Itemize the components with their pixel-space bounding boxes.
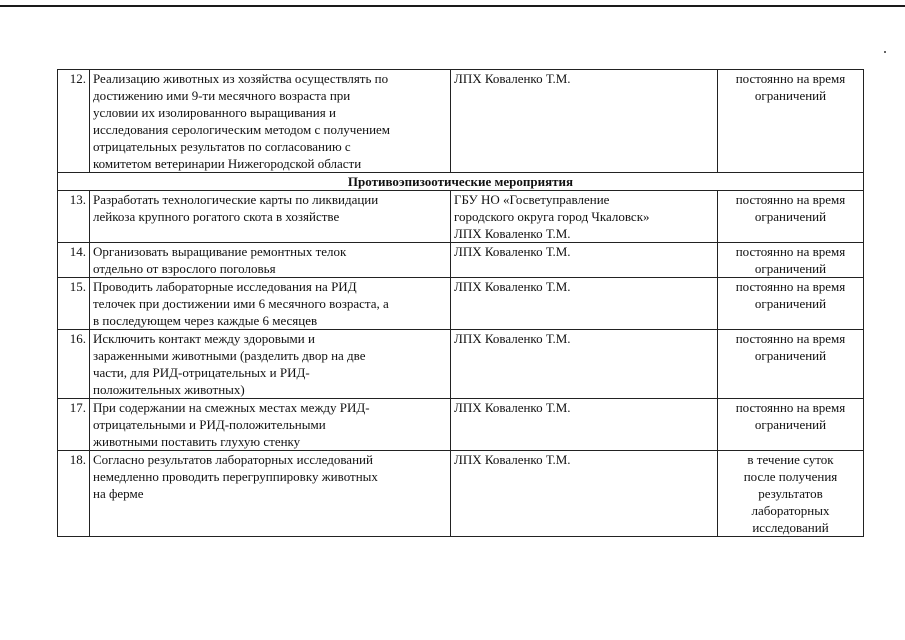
term-cell-line: постоянно на время (735, 331, 846, 346)
table-body-main (58, 191, 864, 537)
executor-cell (451, 399, 718, 451)
row-number: 14. (58, 243, 90, 278)
term-cell-line: исследований (752, 520, 829, 535)
executor-cell (451, 70, 718, 173)
measure-text (90, 330, 451, 399)
measure-text-line: При содержании на смежных местах между РИД- (93, 400, 370, 415)
measure-text (90, 278, 451, 330)
row-number: 18. (58, 451, 90, 537)
executor-cell (451, 451, 718, 537)
term-cell (718, 243, 864, 278)
table-row (58, 451, 864, 537)
term-cell-line: ограничений (754, 296, 827, 311)
row-number: 15. (58, 278, 90, 330)
measure-text-line: Согласно результатов лабораторных исследований (93, 452, 373, 467)
row-number: 13. (58, 191, 90, 243)
measure-text-line: немедленно проводить перегруппировку животных (93, 469, 378, 484)
measure-text-line: Организовать выращивание ремонтных телок (93, 244, 347, 259)
measure-text-line: комитетом ветеринарии Нижегородской области (93, 156, 362, 171)
measure-text-line: условии их изолированного выращивания и (93, 105, 336, 120)
measure-text-line: в последующем через каждые 6 месяцев (93, 313, 318, 328)
measure-text-line: достижению ими 9-ти месячного возраста при (93, 88, 351, 103)
row-number: 12. (58, 70, 90, 173)
term-cell-line: после получения (743, 469, 838, 484)
executor-cell-line: ЛПХ Коваленко Т.М. (454, 452, 571, 467)
measure-text-line: зараженными животными (разделить двор на две (93, 348, 366, 363)
term-cell-line: результатов (758, 486, 823, 501)
measure-text-line: Разработать технологические карты по ликвидации (93, 192, 379, 207)
executor-cell (451, 330, 718, 399)
executor-cell (451, 278, 718, 330)
section-header-row (58, 173, 864, 191)
executor-cell-line: ЛПХ Коваленко Т.М. (454, 331, 571, 346)
measure-text (90, 70, 451, 173)
table-body-top (58, 70, 864, 173)
measure-text-line: отрицательными и РИД-положительными (93, 417, 326, 432)
measure-text-line: исследования серологическим методом с получением (93, 122, 391, 137)
table-row (58, 330, 864, 399)
term-cell-line: постоянно на время (735, 400, 846, 415)
measure-text (90, 191, 451, 243)
measure-text-line: положительных животных) (93, 382, 245, 397)
executor-cell (451, 243, 718, 278)
section-title: Противоэпизоотические мероприятия (58, 173, 864, 191)
executor-cell (451, 191, 718, 243)
scan-speck (884, 51, 886, 53)
term-cell-line: постоянно на время (735, 244, 846, 259)
table-row (58, 243, 864, 278)
term-cell-line: ограничений (754, 209, 827, 224)
term-cell-line: постоянно на время (735, 192, 846, 207)
measure-text-line: отдельно от взрослого поголовья (93, 261, 276, 276)
executor-cell-line: ЛПХ Коваленко Т.М. (454, 244, 571, 259)
term-cell (718, 70, 864, 173)
measure-text-line: Исключить контакт между здоровыми и (93, 331, 315, 346)
measure-text-line: отрицательных результатов по согласованию с (93, 139, 351, 154)
row-number: 16. (58, 330, 90, 399)
measure-text-line: части, для РИД-отрицательных и РИД- (93, 365, 310, 380)
term-cell (718, 191, 864, 243)
executor-cell-line: городского округа город Чкаловск» (454, 209, 650, 224)
term-cell-line: ограничений (754, 348, 827, 363)
measure-text (90, 451, 451, 537)
section-header-group (58, 173, 864, 191)
top-horizontal-rule (0, 5, 905, 7)
row-number: 17. (58, 399, 90, 451)
measures-table (57, 69, 864, 537)
term-cell-line: постоянно на время (735, 279, 846, 294)
term-cell-line: лабораторных (751, 503, 830, 518)
term-cell (718, 330, 864, 399)
executor-cell-line: ЛПХ Коваленко Т.М. (454, 226, 571, 241)
term-cell (718, 399, 864, 451)
table-row (58, 70, 864, 173)
measure-text (90, 399, 451, 451)
measure-text-line: телочек при достижении ими 6 месячного возраста, а (93, 296, 389, 311)
executor-cell-line: ГБУ НО «Госветуправление (454, 192, 610, 207)
executor-cell-line: ЛПХ Коваленко Т.М. (454, 71, 571, 86)
term-cell-line: постоянно на время (735, 71, 846, 86)
term-cell (718, 278, 864, 330)
term-cell (718, 451, 864, 537)
executor-cell-line: ЛПХ Коваленко Т.М. (454, 400, 571, 415)
term-cell-line: ограничений (754, 88, 827, 103)
table-row (58, 191, 864, 243)
table-row (58, 278, 864, 330)
measure-text-line: животными поставить глухую стенку (93, 434, 301, 449)
term-cell-line: ограничений (754, 261, 827, 276)
measure-text-line: Реализацию животных из хозяйства осуществлять по (93, 71, 389, 86)
measure-text-line: лейкоза крупного рогатого скота в хозяйстве (93, 209, 340, 224)
table-row (58, 399, 864, 451)
measure-text-line: на ферме (93, 486, 144, 501)
term-cell-line: в течение суток (747, 452, 834, 467)
term-cell-line: ограничений (754, 417, 827, 432)
measure-text-line: Проводить лабораторные исследования на РИД (93, 279, 357, 294)
executor-cell-line: ЛПХ Коваленко Т.М. (454, 279, 571, 294)
measure-text (90, 243, 451, 278)
